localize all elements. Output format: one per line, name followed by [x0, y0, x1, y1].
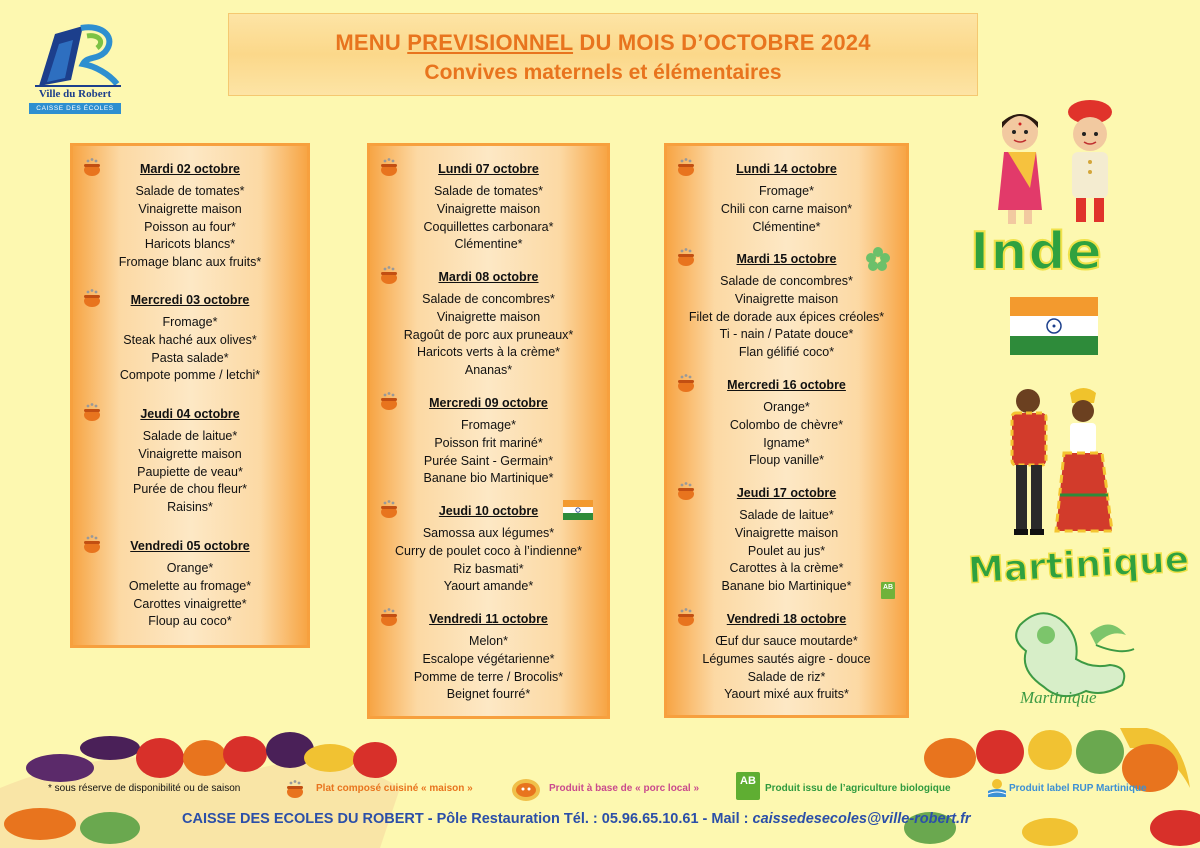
day-title: Jeudi 04 octobre	[140, 407, 240, 421]
menu-item: Beignet fourré*	[446, 687, 531, 702]
logo-text: Ville du Robert	[38, 88, 112, 100]
menu-item: Poulet au jus*	[747, 543, 826, 558]
day-title: Mardi 15 octobre	[736, 252, 837, 266]
local-pork-icon	[510, 776, 542, 802]
menu-item: Légumes sautés aigre - douce	[702, 651, 871, 666]
day-block	[667, 484, 906, 596]
legend-organic: Produit issu de l’agriculture biologique	[765, 783, 951, 794]
menu-item: Purée Saint - Germain*	[423, 453, 554, 468]
menu-item: Melon*	[469, 634, 508, 648]
menu-item: Curry de poulet coco à l’indienne*	[395, 543, 582, 558]
menu-column-week-1	[70, 143, 310, 648]
menu-item: Filet de dorade aux épices créoles*	[688, 309, 885, 324]
legend-rup: Produit label RUP Martinique	[1009, 783, 1147, 794]
contact-dept: - Pôle Restauration Tél. : 05.96.65.10.61 - Mail :	[423, 811, 753, 827]
menu-item: Pasta salade*	[151, 350, 229, 365]
day-title: Mardi 02 octobre	[139, 162, 241, 176]
day-block	[73, 405, 307, 517]
pot-icon	[378, 264, 400, 286]
menu-header	[228, 13, 978, 96]
menu-item: Escalope végétarienne*	[422, 651, 555, 666]
menu-item: Omelette au fromage*	[128, 578, 252, 593]
contact-line	[182, 811, 971, 827]
menu-item: Vinaigrette maison	[138, 201, 242, 216]
menu-item: Ananas*	[464, 363, 513, 378]
title-underlined: PREVISIONNEL	[407, 30, 574, 55]
menu-item: Igname*	[763, 435, 810, 450]
menu-item: Salade de laitue*	[739, 508, 834, 522]
page-subtitle: Convives maternels et élémentaires	[424, 61, 782, 84]
menu-column-week-3	[664, 143, 909, 718]
day-block	[667, 250, 906, 362]
day-block	[370, 268, 607, 380]
day-block	[370, 160, 607, 254]
rup-label-icon	[986, 777, 1008, 799]
menu-item: Poisson au four*	[144, 219, 236, 234]
menu-item: Poisson frit mariné*	[434, 435, 543, 450]
menu-item: Steak haché aux olives*	[123, 332, 257, 347]
day-block	[73, 160, 307, 272]
pot-icon	[675, 156, 697, 178]
menu-item: Vinaigrette maison	[734, 291, 839, 306]
day-block	[370, 394, 607, 488]
pot-icon	[378, 156, 400, 178]
menu-item: Coquillettes carbonara*	[423, 219, 554, 234]
day-title: Lundi 07 octobre	[438, 162, 539, 176]
menu-item: Clémentine*	[752, 219, 821, 234]
menu-item: Chili con carne maison*	[720, 201, 853, 216]
legend-local-pork: Produit à base de « porc local »	[549, 783, 700, 794]
menu-item: Raisins*	[167, 500, 213, 515]
day-block	[667, 610, 906, 704]
pot-icon	[675, 480, 697, 502]
indian-children-illustration	[978, 92, 1138, 232]
menu-item: Yaourt mixé aux fruits*	[724, 687, 849, 702]
sail-logo-icon	[25, 22, 125, 88]
menu-item: Orange*	[166, 561, 214, 575]
day-title: Lundi 14 octobre	[736, 162, 837, 176]
menu-item: Banane bio Martinique*	[423, 471, 554, 486]
day-title: Mercredi 03 octobre	[130, 293, 250, 307]
menu-item: Orange*	[763, 400, 810, 414]
day-title: Vendredi 05 octobre	[130, 539, 250, 553]
contact-email-link[interactable]: caissedesecoles@ville-robert.fr	[752, 811, 971, 827]
menu-item: Colombo de chèvre*	[729, 417, 844, 432]
day-title: Mardi 08 octobre	[438, 270, 539, 284]
pot-icon	[378, 390, 400, 412]
menu-column-week-2	[367, 143, 610, 719]
pot-icon	[81, 287, 103, 309]
india-flag-icon	[563, 500, 593, 520]
pot-icon	[81, 401, 103, 423]
menu-item: Salade de tomates*	[433, 184, 544, 198]
martinique-couple-illustration	[990, 385, 1120, 545]
theme-title-inde: Inde	[970, 222, 1103, 282]
menu-item: Vinaigrette maison	[734, 525, 839, 540]
menu-item: Clémentine*	[454, 237, 523, 252]
menu-item: Fromage*	[759, 184, 814, 198]
pot-icon	[378, 498, 400, 520]
menu-item: Carottes à la crème*	[729, 561, 844, 576]
menu-item: Yaourt amande*	[443, 579, 534, 594]
day-block	[73, 537, 307, 631]
menu-item: Salade de tomates*	[135, 184, 245, 198]
hibiscus-icon	[865, 246, 891, 272]
menu-item: Œuf dur sauce moutarde*	[715, 634, 858, 648]
contact-org: CAISSE DES ECOLES DU ROBERT	[182, 811, 424, 827]
menu-item: Vinaigrette maison	[436, 201, 541, 216]
india-flag-icon	[1010, 297, 1098, 355]
menu-item: Salade de concombres*	[422, 292, 555, 306]
day-title: Jeudi 10 octobre	[438, 504, 539, 518]
menu-item: Ti - nain / Patate douce*	[719, 327, 854, 342]
menu-item: Fromage*	[461, 418, 516, 432]
pot-icon	[284, 778, 306, 800]
pot-icon	[378, 606, 400, 628]
island-label: Martinique	[1020, 688, 1097, 707]
ville-du-robert-logo	[25, 22, 125, 117]
menu-item: Haricots verts à la crème*	[416, 345, 561, 360]
menu-item: Samossa aux légumes*	[422, 526, 555, 540]
pot-icon	[81, 156, 103, 178]
pot-icon	[675, 372, 697, 394]
day-title: Vendredi 18 octobre	[726, 612, 847, 626]
pot-icon	[675, 606, 697, 628]
menu-item: Salade de riz*	[747, 669, 826, 684]
day-title: Mercredi 16 octobre	[727, 378, 846, 392]
availability-note: * sous réserve de disponibilité ou de saison	[48, 783, 241, 794]
menu-item: Riz basmati*	[453, 561, 524, 576]
day-title: Vendredi 11 octobre	[429, 612, 548, 626]
legend-homemade: Plat composé cuisiné « maison »	[316, 783, 473, 794]
day-title: Jeudi 17 octobre	[736, 486, 837, 500]
organic-ab-icon: AB	[881, 582, 895, 599]
menu-item: Fromage*	[162, 315, 218, 329]
day-title: Mercredi 09 octobre	[429, 396, 548, 410]
menu-item: Flan gélifié coco*	[738, 345, 835, 360]
menu-item: Pomme de terre / Brocolis*	[413, 669, 564, 684]
organic-ab-icon: AB	[736, 772, 760, 800]
day-block	[370, 610, 607, 704]
menu-item: Vinaigrette maison	[138, 446, 242, 461]
menu-item: Floup au coco*	[148, 614, 232, 629]
day-block	[370, 502, 607, 596]
menu-item: Ragoût de porc aux pruneaux*	[403, 327, 574, 342]
menu-item: Compote pomme / letchi*	[119, 368, 261, 383]
menu-item: Carottes vinaigrette*	[133, 596, 247, 611]
logo-subtext: CAISSE DES ÉCOLES	[29, 103, 121, 114]
page-title: MENU PREVISIONNEL DU MOIS D’OCTOBRE 2024	[335, 30, 871, 55]
menu-item: Floup vanille*	[748, 453, 825, 468]
menu-item: Salade de concombres*	[720, 274, 853, 288]
menu-item: Paupiette de veau*	[137, 464, 243, 479]
menu-item: Salade de laitue*	[142, 429, 238, 443]
menu-item: Vinaigrette maison	[436, 309, 541, 324]
menu-item: Fromage blanc aux fruits*	[118, 255, 262, 270]
pot-icon	[675, 246, 697, 268]
day-block	[73, 291, 307, 385]
menu-item: Haricots blancs*	[144, 237, 236, 252]
menu-item: Banane bio Martinique*	[721, 579, 852, 594]
day-block	[667, 376, 906, 470]
pot-icon	[81, 533, 103, 555]
menu-item: Purée de chou fleur*	[133, 482, 247, 497]
day-block	[667, 160, 906, 236]
theme-title-martinique: Martinique	[967, 539, 1191, 592]
